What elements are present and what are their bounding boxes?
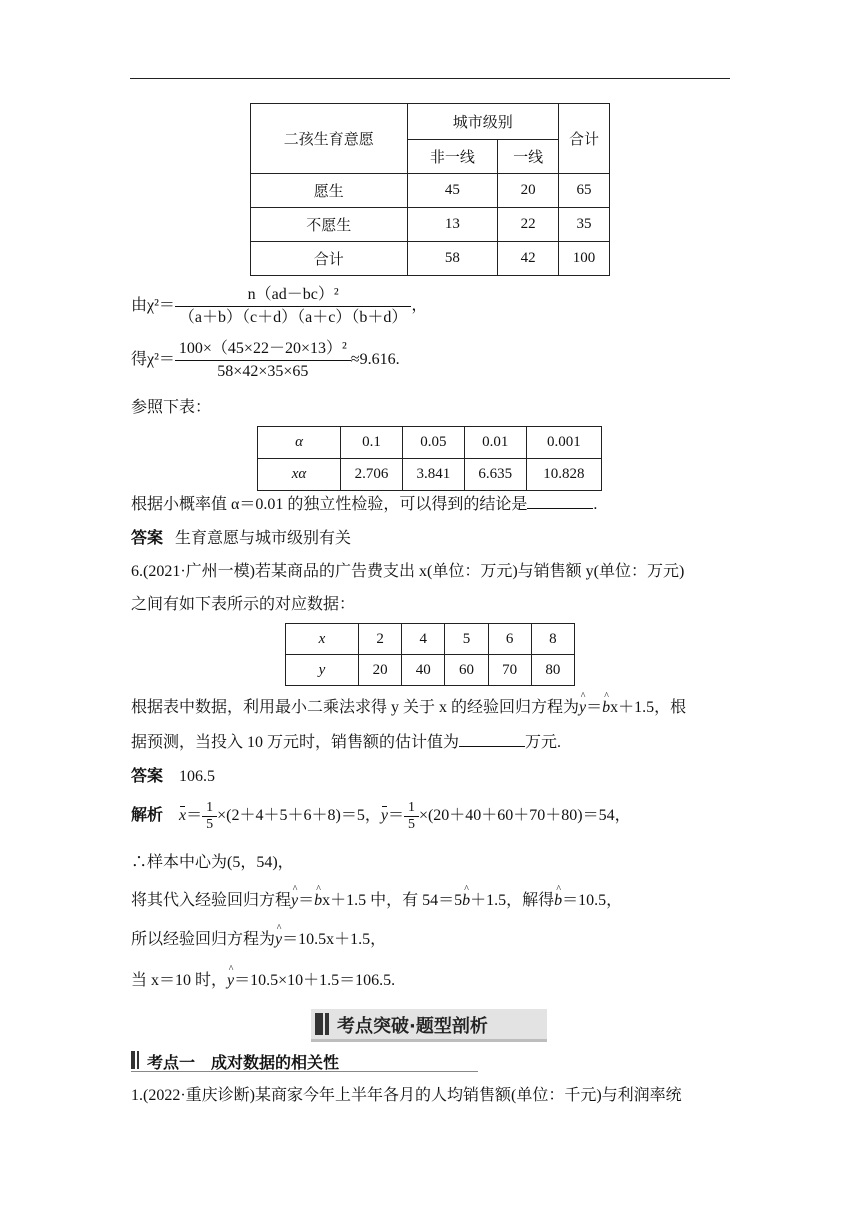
answer-text: 生育意愿与城市级别有关 <box>175 530 352 547</box>
table-cell: 3.841 <box>402 459 464 491</box>
table-cell: 35 <box>559 208 610 242</box>
answer-blank <box>527 494 593 509</box>
solution-line-4: 所以经验回归方程为^ y＝10.5x＋1.5， <box>131 930 386 950</box>
question-text: 根据小概率值 α＝0.01 的独立性检验，可以得到的结论是 <box>131 496 528 513</box>
question-6-line-4 <box>131 732 561 753</box>
table-header-first-tier: 一线 <box>498 140 559 174</box>
banner-mark-icon <box>325 1013 329 1035</box>
table-cell: 0.001 <box>526 427 601 459</box>
fraction-numerator: 100×（45×22－20×13）² <box>175 338 351 361</box>
table-row <box>251 242 610 276</box>
row-label: 合计 <box>251 242 408 276</box>
chi-square-computation <box>131 338 400 383</box>
table-cell: 2.706 <box>341 459 403 491</box>
table-cell: 40 <box>402 655 445 686</box>
x-alpha-header: xα <box>258 459 341 491</box>
table-header-willingness: 二孩生育意愿 <box>251 104 408 174</box>
formula-suffix: ≈9.616. <box>350 351 400 369</box>
row-label: 愿生 <box>251 174 408 208</box>
question-text: 据预测，当投入 10 万元时，销售额的估计值为 <box>131 734 460 751</box>
section-banner <box>311 1009 547 1042</box>
heading-mark-icon <box>137 1051 139 1069</box>
table-cell: 4 <box>402 624 445 655</box>
alpha-header: α <box>258 427 341 459</box>
question-6-line-2: 之间有如下表所示的对应数据： <box>131 596 356 613</box>
analysis-label: 解析 <box>131 805 164 825</box>
solution-text: 当 x＝10 时， <box>131 972 228 989</box>
answer-text: 106.5 <box>179 768 216 785</box>
table-cell: 20 <box>359 655 402 686</box>
table-header-city-level: 城市级别 <box>407 104 559 140</box>
answer-label: 答案 <box>131 528 164 547</box>
question-end: . <box>593 496 598 513</box>
critical-value-table <box>257 426 602 491</box>
solution-text: ＝10.5×10＋1.5＝106.5. <box>234 972 396 989</box>
solution-line-3: 将其代入经验回归方程^ y＝^ bx＋1.5 中，有 54＝5^ b＋1.5，解得^ b＝10.5， <box>131 891 622 911</box>
question-1-line-1: 1.(2022·重庆诊断)某商家今年上半年各月的人均销售额(单位：千元)与利润率统 <box>131 1087 682 1104</box>
answer-label: 答案 <box>131 766 164 785</box>
solution-text: x＋1.5 中，有 54＝5 <box>322 892 463 909</box>
fraction-numerator: n（ad－bc）² <box>175 284 411 307</box>
answer-5 <box>131 528 351 549</box>
fraction-denominator: 58×42×35×65 <box>217 363 309 380</box>
topic-heading <box>131 1049 478 1072</box>
header-rule <box>130 78 730 79</box>
banner-mark-icon <box>315 1013 323 1035</box>
ad-sales-table <box>285 623 575 686</box>
table-cell: 22 <box>498 208 559 242</box>
reference-label: 参照下表： <box>131 399 212 416</box>
table-cell: 42 <box>498 242 559 276</box>
chi-square-formula <box>131 284 427 329</box>
table-cell: 13 <box>407 208 498 242</box>
question-5-text <box>131 494 597 515</box>
banner-title: 考点突破·题型剖析 <box>337 1016 488 1037</box>
topic-title: 考点一 成对数据的相关性 <box>147 1053 340 1072</box>
question-text: 根据表中数据，利用最小二乘法求得 y 关于 x 的经验回归方程为 <box>131 699 580 716</box>
question-6-line-1: 6.(2021·广州一模)若某商品的广告费支出 x(单位：万元)与销售额 y(单位：万元) <box>131 563 685 580</box>
fraction-denominator: （a＋b）（c＋d）（a＋c）（b＋d） <box>178 309 408 326</box>
solution-line-1: 解析 x＝ $\frac{1}{5}$ ×(2＋4＋5＋6＋8)＝5，y＝ $\frac{1}{5}$ ×(20＋40＋60＋70＋80)＝54， <box>131 800 631 832</box>
formula-prefix: 得χ²＝ <box>131 351 175 369</box>
answer-blank <box>459 732 525 747</box>
fraction <box>175 338 351 383</box>
table-row <box>251 174 610 208</box>
solution-text: ＝10.5x＋1.5， <box>282 931 387 948</box>
row-label: 不愿生 <box>251 208 408 242</box>
table-header-total: 合计 <box>559 104 610 174</box>
table-cell: 10.828 <box>526 459 601 491</box>
question-6-line-3: 根据表中数据，利用最小二乘法求得 y 关于 x 的经验回归方程为^ y＝^ bx＋1.5，根 <box>131 698 686 718</box>
table-cell: 58 <box>407 242 498 276</box>
table-cell: 5 <box>445 624 488 655</box>
solution-text: ＝10.5， <box>562 892 623 909</box>
question-text: 万元. <box>525 734 562 751</box>
table-cell: 6.635 <box>464 459 526 491</box>
table-cell: 8 <box>531 624 574 655</box>
table-cell: 0.05 <box>402 427 464 459</box>
table-cell: 6 <box>488 624 531 655</box>
table-cell: 2 <box>359 624 402 655</box>
y-header: y <box>286 655 359 686</box>
table-cell: 20 <box>498 174 559 208</box>
table-cell: 80 <box>531 655 574 686</box>
table-cell: 65 <box>559 174 610 208</box>
table-cell: 60 <box>445 655 488 686</box>
solution-line-2: ∴样本中心为(5，54)， <box>131 854 294 871</box>
answer-6 <box>131 766 215 787</box>
table-cell: 0.01 <box>464 427 526 459</box>
solution-line-5: 当 x＝10 时，^ y＝10.5×10＋1.5＝106.5. <box>131 971 395 991</box>
solution-text: ×(2＋4＋5＋6＋8)＝5， <box>217 807 381 825</box>
table-cell: 45 <box>407 174 498 208</box>
solution-text: 所以经验回归方程为 <box>131 931 276 948</box>
x-header: x <box>286 624 359 655</box>
table-header-non-first-tier: 非一线 <box>407 140 498 174</box>
formula-prefix: 由χ²＝ <box>131 297 175 315</box>
heading-mark-icon <box>131 1051 135 1069</box>
question-text: x＋1.5，根 <box>610 699 687 716</box>
table-cell: 0.1 <box>341 427 403 459</box>
table-cell: 100 <box>559 242 610 276</box>
table-row <box>251 208 610 242</box>
fertility-table <box>250 103 610 276</box>
fraction <box>175 284 411 329</box>
solution-text: ＋1.5，解得 <box>470 892 555 909</box>
table-cell: 70 <box>488 655 531 686</box>
solution-text: ×(20＋40＋60＋70＋80)＝54， <box>418 807 631 825</box>
solution-text: 将其代入经验回归方程 <box>131 892 292 909</box>
formula-suffix: ， <box>411 297 428 315</box>
